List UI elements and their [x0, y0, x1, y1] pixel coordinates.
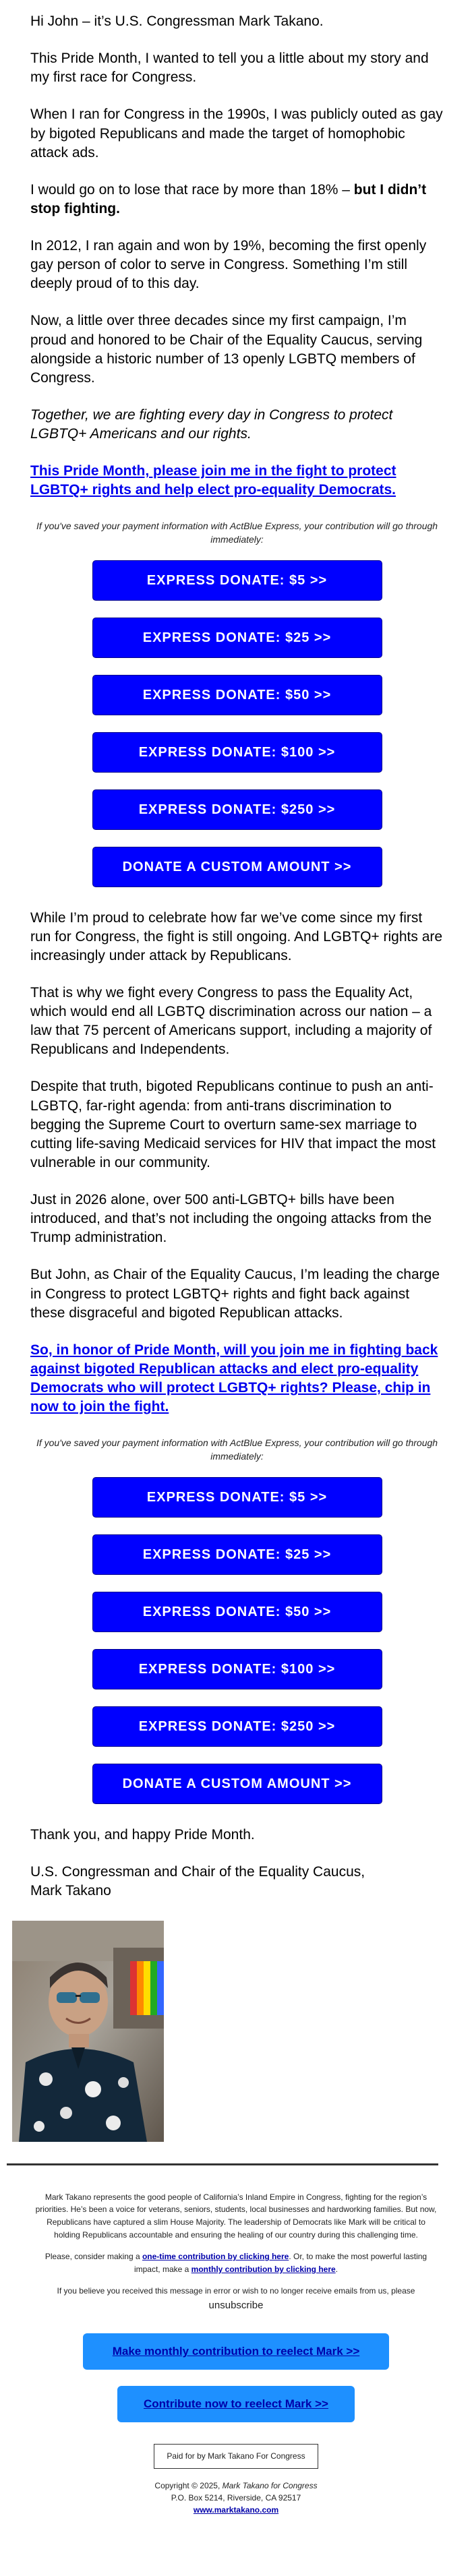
- paragraph-equality-act: That is why we fight every Congress to pass the Equality Act, which would end all LGBTQ discrimination across our nation – a law that 75 percent of Americans support, including a majority of Republicans and Independents.: [30, 984, 432, 1058]
- website-link[interactable]: www.marktakano.com: [193, 2505, 279, 2515]
- footer: [0, 2191, 472, 2521]
- mark-takano-photo: [12, 1921, 164, 2142]
- express-donate-25-button-2[interactable]: EXPRESS DONATE: $25 >>: [92, 1534, 382, 1575]
- chip-in-link[interactable]: So, in honor of Pride Month, will you join me in fighting back against bigoted Republican attacks and elect pro-equality Democrats who will protect LGBTQ+ rights? Please, chip in now to join the fight.: [30, 1342, 438, 1415]
- paragraph-leading-charge: But John, as Chair of the Equality Caucus, I’m leading the charge in Congress to protect LGBTQ+ rights and fight back against these disgraceful and bigoted Republican attacks.: [30, 1267, 440, 1321]
- express-donate-5-button[interactable]: EXPRESS DONATE: $5 >>: [92, 560, 382, 601]
- consider-text-c: .: [335, 2264, 338, 2274]
- paragraph-intro: This Pride Month, I wanted to tell you a little about my story and my first race for Congress.: [30, 51, 429, 86]
- express-donate-5-button-2[interactable]: EXPRESS DONATE: $5 >>: [92, 1477, 382, 1518]
- contribute-btn-wrap: [34, 2386, 438, 2422]
- donate-buttons-group-2: [30, 1477, 444, 1804]
- signature: [30, 1863, 444, 1900]
- error-note-text: If you believe you received this message in error or wish to no longer receive emails from us, please: [57, 2286, 415, 2296]
- paragraph-fight-ongoing: While I’m proud to celebrate how far we’ve come since my first run for Congress, the fight is still ongoing. And LGBTQ+ rights are increasingly under attack by Republicans.: [30, 909, 443, 963]
- express-donate-250-button-2[interactable]: EXPRESS DONATE: $250 >>: [92, 1706, 382, 1747]
- copyright-block: [34, 2480, 438, 2521]
- monthly-contribution-button[interactable]: Make monthly contribution to reelect Mark >>: [83, 2333, 389, 2370]
- thanks: Thank you, and happy Pride Month.: [30, 1826, 255, 1843]
- monthly-btn-wrap: [34, 2333, 438, 2370]
- lost-race-text: I would go on to lose that race by more than 18% –: [30, 181, 354, 198]
- actblue-note: If you've saved your payment information with ActBlue Express, your contribution will go through immediately:: [36, 520, 438, 545]
- copyright-prefix: Copyright © 2025,: [154, 2480, 223, 2490]
- greeting: Hi John – it’s U.S. Congressman Mark Takano.: [30, 13, 324, 29]
- one-time-contribution-link[interactable]: one-time contribution by clicking here: [142, 2252, 289, 2262]
- paragraph-lost-race: [30, 181, 444, 218]
- express-donate-100-button[interactable]: EXPRESS DONATE: $100 >>: [92, 732, 382, 773]
- footer-consider: [34, 2250, 438, 2275]
- paid-for-box: Paid for by Mark Takano For Congress: [154, 2444, 318, 2469]
- copyright-org: Mark Takano for Congress: [222, 2480, 318, 2490]
- portrait-image: [12, 1921, 164, 2142]
- didnt-stop-fighting: but I didn’t stop fighting.: [30, 181, 427, 216]
- paragraph-first-race: When I ran for Congress in the 1990s, I was publicly outed as gay by bigoted Republicans and made the target of homophobic attack ads.: [30, 107, 443, 160]
- footer-divider: [7, 2163, 438, 2165]
- donate-custom-amount-button-2[interactable]: DONATE A CUSTOM AMOUNT >>: [92, 1764, 382, 1804]
- express-donate-100-button-2[interactable]: EXPRESS DONATE: $100 >>: [92, 1649, 382, 1689]
- contribute-now-button[interactable]: Contribute now to reelect Mark >>: [117, 2386, 355, 2422]
- unsubscribe-link[interactable]: unsubscribe: [208, 2300, 264, 2312]
- donate-custom-amount-button[interactable]: DONATE A CUSTOM AMOUNT >>: [92, 847, 382, 887]
- express-donate-50-button[interactable]: EXPRESS DONATE: $50 >>: [92, 675, 382, 715]
- donate-buttons-group-1: [30, 560, 444, 887]
- paragraph-agenda: Despite that truth, bigoted Republicans continue to push an anti-LGBTQ, far-right agenda: from anti-trans discrimination to begging the Supreme Court to overturn same-sex marriage to cutting life-saving Medicaid services for HIV that impact the most vulnerable in our community.: [30, 1079, 436, 1170]
- paragraph-2012: In 2012, I ran again and won by 19%, becoming the first openly gay person of color to serve in Congress. Something I’m still deeply proud of to this day.: [30, 238, 427, 292]
- footer-about: Mark Takano represents the good people of California’s Inland Empire in Congress, fighting for the region’s priorities. He’s been a voice for veterans, seniors, students, local businesses and hardworking families. But now, Republicans have captured a slim House Majority. The leadership of Democrats like Mark will be critical to holding Republicans accountable and ensuring the healing of our country during this challenging time.: [35, 2192, 437, 2240]
- photo-wrap: [0, 1921, 472, 2142]
- consider-text-a: Please, consider making a: [45, 2252, 142, 2262]
- express-donate-25-button[interactable]: EXPRESS DONATE: $25 >>: [92, 618, 382, 658]
- paragraph-together: Together, we are fighting every day in Congress to protect LGBTQ+ Americans and our rights.: [30, 407, 393, 442]
- pride-month-link[interactable]: This Pride Month, please join me in the fight to protect LGBTQ+ rights and help elect pro-equality Democrats.: [30, 463, 396, 498]
- paragraph-equality-caucus: Now, a little over three decades since my first campaign, I’m proud and honored to be Chair of the Equality Caucus, serving alongside a historic number of 13 openly LGBTQ members of Congress.: [30, 313, 423, 386]
- footer-error-note: [34, 2285, 438, 2313]
- paragraph-2026-bills: Just in 2026 alone, over 500 anti-LGBTQ+ bills have been introduced, and that’s not including the ongoing attacks from the Trump administration.: [30, 1192, 432, 1246]
- consider-text-b: . Or, to make the most powerful lasting impact, make a: [134, 2252, 427, 2274]
- signature-title: U.S. Congressman and Chair of the Equality Caucus,: [30, 1863, 365, 1880]
- express-donate-50-button-2[interactable]: EXPRESS DONATE: $50 >>: [92, 1592, 382, 1632]
- express-donate-250-button[interactable]: EXPRESS DONATE: $250 >>: [92, 789, 382, 830]
- signature-name: Mark Takano: [30, 1882, 111, 1898]
- actblue-note-2: If you've saved your payment information with ActBlue Express, your contribution will go through immediately:: [36, 1437, 438, 1462]
- monthly-contribution-link[interactable]: monthly contribution by clicking here: [191, 2264, 336, 2274]
- paid-for-wrap: [34, 2437, 438, 2480]
- mailing-address: P.O. Box 5214, Riverside, CA 92517: [171, 2492, 301, 2503]
